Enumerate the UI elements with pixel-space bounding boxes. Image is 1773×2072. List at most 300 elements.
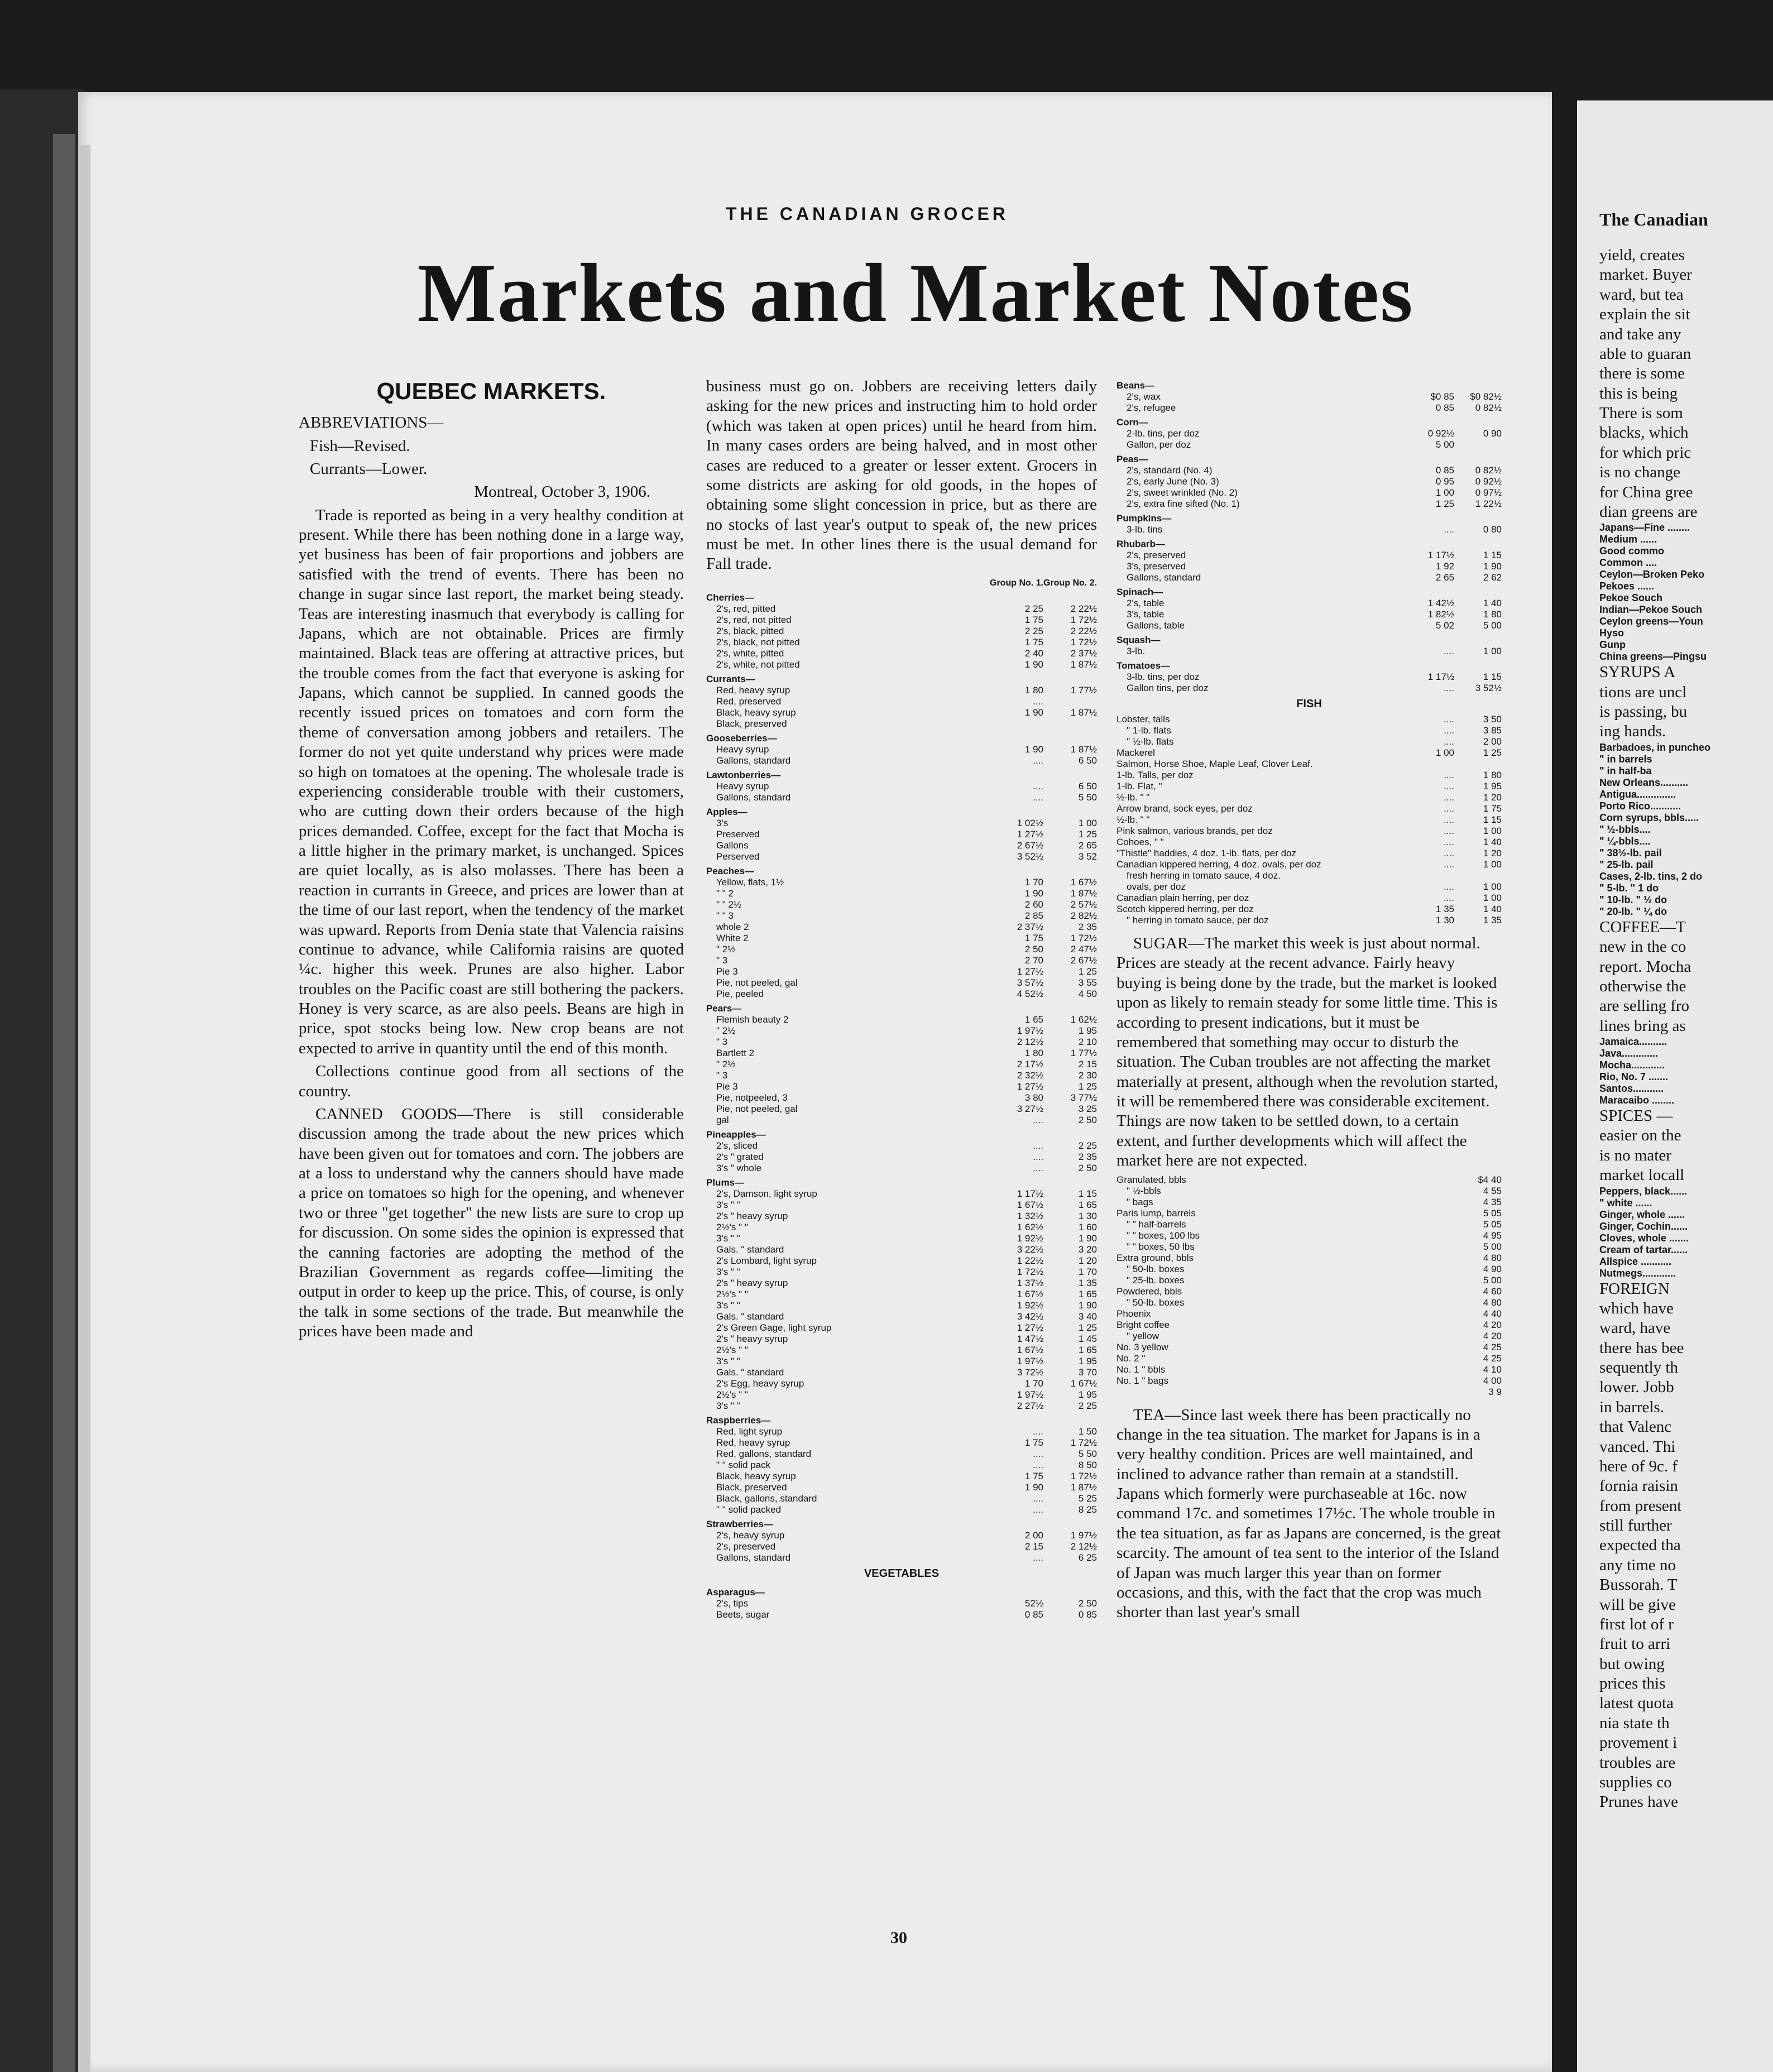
category-label: Cherries— (706, 592, 754, 603)
item-label: Red, heavy syrup (716, 684, 790, 696)
item-label: 2's, early June (No. 3) (1127, 476, 1219, 487)
item-label: Canadian kippered herring, 4 doz. ovals, per doz (1116, 859, 1321, 870)
table-row (706, 1070, 1097, 1081)
table-row (706, 648, 1097, 659)
item-label: 2's, white, pitted (716, 648, 784, 659)
section-heading: COFFEE—T (1599, 918, 1686, 936)
price-group-1: .... (1444, 714, 1454, 725)
table-row (1116, 377, 1502, 391)
price-group-1: 1 62½ (1017, 1221, 1043, 1232)
price-group-1: 1 70 (1024, 876, 1043, 888)
text-line: able to guaran (1599, 344, 1691, 363)
table-row (706, 1541, 1097, 1552)
table-row (706, 1200, 1097, 1211)
price-group-2: 1 95 (1078, 1389, 1097, 1400)
price-group-2: 6 50 (1078, 755, 1097, 766)
item-label: 3's " " (716, 1199, 740, 1210)
table-row (706, 1515, 1097, 1530)
text-line: from present (1599, 1497, 1682, 1515)
text-line: market. Buyer (1599, 266, 1692, 284)
item-label: ovals, per doz (1127, 881, 1186, 892)
item-label: ½-lb. " " (1116, 792, 1150, 803)
item-label: fresh herring in tomato sauce, 4 doz. (1127, 870, 1281, 881)
price-group-2: 1 40 (1483, 837, 1502, 847)
price-row: Common .... (1599, 557, 1657, 569)
text-line: report. Mocha (1599, 957, 1691, 976)
price-group-1: 1 67½ (1017, 1199, 1043, 1210)
price-table-vegetables-fish (1116, 377, 1502, 926)
item-label: 2's, red, not pitted (716, 614, 792, 625)
running-head: THE CANADIAN GROCER (726, 204, 1009, 224)
item-label: Canadian plain herring, per doz (1116, 893, 1249, 903)
price-group-2: 1 25 (1078, 1081, 1097, 1092)
table-row (706, 977, 1097, 989)
table-row (1116, 1186, 1502, 1197)
price-group-1: 2 17½ (1017, 1058, 1043, 1069)
price-group-1: 1 90 (1024, 1481, 1043, 1493)
group-2-header: Group No. 2. (1043, 578, 1097, 588)
price-group-1: 1 97½ (1017, 1389, 1043, 1400)
item-label: Black, heavy syrup (716, 1470, 796, 1481)
price-group-2: 4 25 (1483, 1352, 1502, 1364)
table-row (706, 1389, 1097, 1400)
price-table-fruits (706, 578, 1097, 1620)
text-line: latest quota (1599, 1694, 1674, 1713)
text-line: Bussorah. T (1599, 1576, 1678, 1594)
price-group-1: 1 17½ (1427, 672, 1454, 682)
price-group-2: 2 35 (1078, 1151, 1097, 1162)
table-row (706, 659, 1097, 670)
item-label: Paris lump, barrels (1116, 1207, 1196, 1219)
price-row: Corn syrups, bbls..... (1599, 812, 1699, 823)
table-row (1116, 476, 1502, 487)
price-row: Jamaica.......... (1599, 1036, 1667, 1047)
table-row (1116, 391, 1502, 402)
text-line: nia state th (1599, 1714, 1670, 1732)
category-label: Corn— (1116, 417, 1148, 428)
category-label: Raspberries— (706, 1414, 771, 1426)
price-group-1: 1 17½ (1017, 1188, 1043, 1199)
table-row (706, 1530, 1097, 1541)
price-group-2: 5 00 (1483, 1241, 1502, 1252)
table-row (1116, 1230, 1502, 1241)
price-group-1: .... (1444, 881, 1454, 892)
item-label: " 3 (716, 1036, 728, 1047)
table-row (1116, 736, 1502, 747)
price-group-2: 1 90 (1078, 1299, 1097, 1311)
price-group-2: 4 25 (1483, 1341, 1502, 1352)
table-row (706, 966, 1097, 977)
item-label: Gallons, standard (716, 792, 791, 803)
price-group-1: 1 75 (1024, 1470, 1043, 1481)
price-group-2: 4 90 (1483, 1263, 1502, 1274)
price-group-2: 1 70 (1078, 1266, 1097, 1277)
table-row (1116, 1241, 1502, 1253)
price-group-2: 2 15 (1078, 1058, 1097, 1069)
price-group-2: 0 97½ (1475, 487, 1502, 498)
table-row (706, 670, 1097, 685)
price-group-2: 1 72½ (1070, 932, 1097, 943)
section-heading: SYRUPS A (1599, 663, 1676, 682)
item-label: 2's Green Gage, light syrup (716, 1322, 832, 1333)
text-line: is no mater (1599, 1146, 1671, 1164)
item-label: Phoenix (1116, 1308, 1151, 1319)
table-row (1116, 1197, 1502, 1208)
text-line: There is som (1599, 404, 1683, 422)
price-group-1 (1407, 870, 1454, 881)
price-group-2: 4 10 (1483, 1364, 1502, 1375)
item-label: 2½'s " " (716, 1389, 748, 1400)
text-line: is no change (1599, 463, 1680, 482)
item-label: " 50-lb. boxes (1127, 1263, 1185, 1274)
item-label: Yellow, flats, 1½ (716, 876, 784, 888)
table-row (706, 1211, 1097, 1222)
abbreviation-item: Fish—Revised. (310, 437, 410, 455)
table-row (706, 1493, 1097, 1504)
table-row (706, 944, 1097, 955)
table-section-heading: VEGETABLES (864, 1567, 940, 1580)
item-label: No. 2 " (1116, 1352, 1146, 1364)
price-group-2: 1 87½ (1070, 707, 1097, 718)
price-group-2: 1 15 (1078, 1188, 1097, 1199)
price-group-1: 2 40 (1024, 648, 1043, 659)
price-group-1: 3 22½ (1017, 1244, 1043, 1255)
text-line: dian greens are (1599, 502, 1698, 521)
price-group-2: 3 25 (1078, 1103, 1097, 1114)
price-group-2: 1 95 (1483, 781, 1502, 792)
item-label: " " 3 (716, 910, 734, 921)
item-label: 2's, Damson, light syrup (716, 1188, 817, 1199)
text-line: still further (1599, 1517, 1672, 1534)
price-group-1: 1 27½ (1017, 1322, 1043, 1333)
price-group-2: 2 47½ (1070, 943, 1097, 955)
category-label: Currants— (706, 673, 755, 684)
category-label: Lawtonberries— (706, 769, 781, 780)
price-group-2: 4 40 (1483, 1308, 1502, 1319)
price-table-sugar (1116, 1174, 1502, 1398)
text-line: fornia raisin (1599, 1477, 1678, 1495)
table-row (1116, 694, 1502, 714)
price-group-1: 5 02 (1435, 620, 1454, 631)
table-row (706, 1014, 1097, 1025)
category-label: Apples— (706, 806, 747, 817)
table-row (1116, 535, 1502, 550)
price-group-2: 1 20 (1078, 1255, 1097, 1266)
price-group-1: .... (1444, 803, 1454, 814)
table-row (1116, 1364, 1502, 1375)
page-title: Markets and Market Notes (417, 247, 1414, 339)
price-group-1: 1 70 (1024, 1378, 1043, 1389)
text-line: is passing, bu (1599, 703, 1688, 721)
table-row (706, 1378, 1097, 1389)
item-label: 2's, sweet wrinkled (No. 2) (1127, 487, 1238, 498)
group-1-header: Group No. 1. (990, 578, 1043, 588)
item-label: Flemish beauty 2 (716, 1014, 789, 1025)
item-label: Pie 3 (716, 966, 738, 977)
item-label: Bartlett 2 (716, 1047, 755, 1058)
table-row (1116, 893, 1502, 904)
item-label: 3's " " (716, 1400, 740, 1411)
price-group-1: 1 90 (1024, 659, 1043, 670)
price-group-1: 1 92½ (1017, 1299, 1043, 1311)
page-edge (78, 145, 90, 2072)
table-row (1116, 759, 1502, 770)
price-group-2: 1 65 (1078, 1199, 1097, 1210)
table-row (706, 1449, 1097, 1460)
table-row (1116, 631, 1502, 646)
category-label: Spinach— (1116, 587, 1163, 597)
table-row (706, 1233, 1097, 1244)
item-label: Pie, notpeeled, 3 (716, 1092, 788, 1103)
text-line: Prunes have (1599, 1793, 1678, 1811)
table-row (1116, 792, 1502, 803)
text-line: explain the sit (1599, 305, 1690, 324)
item-label: 3's " " (716, 1299, 740, 1311)
table-row (1116, 1320, 1502, 1331)
price-group-2: 1 72½ (1070, 614, 1097, 625)
price-group-2: 1 35 (1078, 1277, 1097, 1288)
table-row (706, 1244, 1097, 1255)
table-row (1116, 1264, 1502, 1275)
table-row (1116, 414, 1502, 428)
table-row (706, 1163, 1097, 1174)
price-group-2: 1 00 (1483, 826, 1502, 836)
price-group-1: 1 75 (1024, 932, 1043, 943)
price-row: Hyso (1599, 627, 1625, 639)
price-row: Antigua.............. (1599, 788, 1676, 800)
price-row: " white ...... (1599, 1197, 1652, 1208)
text-line: troubles are (1599, 1753, 1676, 1772)
item-label: 3-lb. tins (1127, 524, 1163, 535)
item-label: Red, gallons, standard (716, 1448, 812, 1459)
table-row (1116, 826, 1502, 837)
price-group-2 (1454, 759, 1502, 770)
text-line: ward, but tea (1599, 285, 1684, 304)
section-heading: SPICES — (1599, 1107, 1673, 1125)
price-group-2: 2 10 (1078, 1036, 1097, 1047)
table-row (1116, 725, 1502, 736)
table-row (706, 707, 1097, 718)
adjacent-page (1577, 100, 1773, 2072)
price-group-1: .... (1444, 524, 1454, 535)
price-group-1: .... (1033, 780, 1043, 792)
item-label: 3's " " (716, 1232, 740, 1244)
table-row (706, 989, 1097, 1000)
price-group-2: 2 50 (1078, 1598, 1097, 1609)
text-line: otherwise the (1599, 977, 1686, 995)
table-row (706, 755, 1097, 766)
table-row (1116, 510, 1502, 524)
column-3 (1116, 377, 1502, 1626)
table-row (706, 1267, 1097, 1278)
price-group-1: 1 67½ (1017, 1288, 1043, 1299)
item-label: 1-lb. Talls, per doz (1116, 770, 1194, 780)
text-line: there has bee (1599, 1339, 1684, 1357)
table-row (1116, 1387, 1502, 1398)
price-group-2: 3 77½ (1070, 1092, 1097, 1103)
text-line: market locall (1599, 1166, 1685, 1184)
table-row (1116, 1208, 1502, 1219)
table-row (1116, 1342, 1502, 1353)
price-group-1: .... (1033, 1552, 1043, 1563)
item-label: 2's, heavy syrup (716, 1529, 785, 1541)
item-label: Cohoes, " " (1116, 837, 1164, 847)
price-row: Peppers, black...... (1599, 1185, 1688, 1197)
price-group-1: 1 00 (1435, 747, 1454, 758)
price-group-1: 0 92½ (1427, 428, 1454, 439)
abbreviations-label: ABBREVIATIONS— (299, 414, 444, 432)
table-row (1116, 450, 1502, 465)
item-label: Gals. " standard (716, 1366, 784, 1378)
page-number: 30 (890, 1929, 907, 1947)
table-row (706, 1504, 1097, 1515)
item-label: 2's, sliced (716, 1140, 758, 1151)
price-group-1: 1 82½ (1427, 609, 1454, 620)
price-group-1: 1 75 (1024, 636, 1043, 648)
item-label: ½-lb. " " (1116, 814, 1150, 825)
price-group-1: 1 27½ (1017, 828, 1043, 840)
text-line: in barrels. (1599, 1398, 1664, 1416)
price-group-2: 2 30 (1078, 1069, 1097, 1081)
price-group-1: 2 27½ (1017, 1400, 1043, 1411)
price-group-1: .... (1033, 1493, 1043, 1504)
price-group-1: 2 85 (1024, 910, 1043, 921)
table-row (706, 1222, 1097, 1233)
table-row (706, 696, 1097, 707)
table-row (706, 1437, 1097, 1449)
price-group-1: 1 27½ (1017, 1081, 1043, 1092)
item-label: 2's, black, pitted (716, 625, 784, 636)
table-row (706, 744, 1097, 755)
text-line: which have (1599, 1299, 1674, 1317)
price-group-1: 3 52½ (1017, 851, 1043, 862)
item-label: 2's " heavy syrup (716, 1333, 788, 1344)
price-group-2: 4 00 (1483, 1375, 1502, 1386)
tea-paragraph: TEA—Since last week there has been practically no change in the tea situation. The market for Japans is in a very healthy condition. Prices are well maintained, and inclined to advance rather than remain at a standstill. Japans which formerly were purchaseable at 16c. now command 17c. and sometimes 17½c. The whole trouble in the tea situation, as far as Japans are concerned, is the great scarcity. The amount of tea sent to the interior of the Island of Japan was much larger this year than on former occasions, and this, with the fact that the crop was much shorter than last year's small (1116, 1406, 1501, 1622)
price-group-2: 0 90 (1483, 428, 1502, 439)
item-label: "Thistle" haddies, 4 doz. 1-lb. flats, per doz (1116, 848, 1297, 858)
item-label: " bags (1127, 1196, 1153, 1207)
item-label: " 2½ (716, 1058, 736, 1069)
text-line: lines bring as (1599, 1016, 1686, 1035)
price-group-1: 2 67½ (1017, 840, 1043, 851)
price-row: Cloves, whole ....... (1599, 1232, 1689, 1244)
price-group-1: 3 57½ (1017, 977, 1043, 988)
price-row: " 38½-lb. pail (1599, 847, 1662, 858)
price-group-2: 1 50 (1078, 1426, 1097, 1437)
item-label: " ½-bbls (1127, 1185, 1161, 1196)
price-group-2: 4 20 (1483, 1330, 1502, 1341)
price-row: Cases, 2-lb. tins, 2 do (1599, 870, 1703, 882)
table-row (706, 718, 1097, 730)
price-group-2: 4 50 (1078, 988, 1097, 999)
price-group-1: .... (1033, 1448, 1043, 1459)
table-row (706, 1104, 1097, 1115)
item-label: 2's, wax (1127, 391, 1161, 402)
text-line: for China gree (1599, 483, 1693, 501)
text-line: lower. Jobb (1599, 1378, 1674, 1397)
category-label: Tomatoes— (1116, 660, 1171, 671)
category-label: Gooseberries— (706, 732, 777, 744)
item-label: Extra ground, bbls (1116, 1252, 1194, 1263)
price-group-2: 1 87½ (1070, 744, 1097, 755)
category-label: Pumpkins— (1116, 513, 1172, 524)
table-row (706, 1278, 1097, 1289)
item-label: " 1-lb. flats (1127, 725, 1171, 736)
dateline: Montreal, October 3, 1906. (474, 483, 650, 501)
item-label: " ½-lb. flats (1127, 736, 1174, 747)
table-row (706, 1300, 1097, 1311)
price-group-2: 4 55 (1483, 1185, 1502, 1196)
item-label: " " 2 (716, 888, 734, 899)
item-label: Gals. " standard (716, 1311, 784, 1322)
item-label: 2's Egg, heavy syrup (716, 1378, 804, 1389)
price-group-2: 1 30 (1078, 1210, 1097, 1221)
price-row: Barbadoes, in puncheo (1599, 741, 1711, 753)
price-row: Nutmegs............ (1599, 1267, 1676, 1279)
category-label: Pears— (706, 1003, 742, 1014)
item-label: " 3 (716, 1069, 728, 1081)
table-row (706, 615, 1097, 626)
table-row (706, 1126, 1097, 1140)
table-row (1116, 1174, 1502, 1186)
text-line: new in the co (1599, 938, 1686, 956)
item-label: " herring in tomato sauce, per doz (1127, 915, 1269, 925)
item-label: whole 2 (716, 921, 749, 932)
table-row (1116, 714, 1502, 725)
item-label: 2's " heavy syrup (716, 1210, 788, 1221)
item-label: White 2 (716, 932, 749, 943)
price-row: Rio, No. 7 ....... (1599, 1071, 1669, 1082)
price-group-2: 1 22½ (1475, 498, 1502, 509)
item-label: 3's (716, 817, 729, 828)
item-label: 2½'s " " (716, 1344, 748, 1355)
price-group-2: 2 65 (1078, 840, 1097, 851)
table-row (1116, 1275, 1502, 1286)
price-group-2: 4 95 (1483, 1230, 1502, 1241)
text-line: tions are uncl (1599, 683, 1687, 701)
price-group-2: 3 52 (1078, 851, 1097, 862)
price-group-1: 0 95 (1435, 476, 1454, 487)
price-group-2: 3 40 (1078, 1311, 1097, 1322)
table-row (706, 1289, 1097, 1300)
price-group-2: 2 35 (1078, 921, 1097, 932)
item-label: 2's, white, not pitted (716, 659, 800, 670)
table-row (1116, 859, 1502, 870)
price-group-2: 1 90 (1483, 561, 1502, 572)
item-label: " " boxes, 50 lbs (1127, 1241, 1195, 1252)
text-line: here of 9c. f (1599, 1457, 1678, 1475)
table-row (1116, 848, 1502, 859)
price-row: Medium ...... (1599, 534, 1657, 545)
item-label: gal (716, 1114, 729, 1125)
category-label: Strawberries— (706, 1518, 773, 1529)
item-label: 1-lb. Flat, " (1116, 781, 1162, 792)
price-group-2: 3 85 (1483, 725, 1502, 736)
price-group-1: .... (1444, 736, 1454, 747)
table-row (706, 1322, 1097, 1334)
item-label: 2's " heavy syrup (716, 1277, 788, 1288)
text-line: this is being (1599, 384, 1678, 402)
price-group-2: 4 60 (1483, 1286, 1502, 1297)
category-label: Squash— (1116, 635, 1161, 645)
text-line: first lot of r (1599, 1615, 1674, 1633)
price-group-1: 2 25 (1024, 625, 1043, 636)
price-group-2: 1 87½ (1070, 888, 1097, 899)
table-row (1116, 657, 1502, 672)
table-row (706, 1598, 1097, 1609)
price-group-1: 2 50 (1024, 943, 1043, 955)
